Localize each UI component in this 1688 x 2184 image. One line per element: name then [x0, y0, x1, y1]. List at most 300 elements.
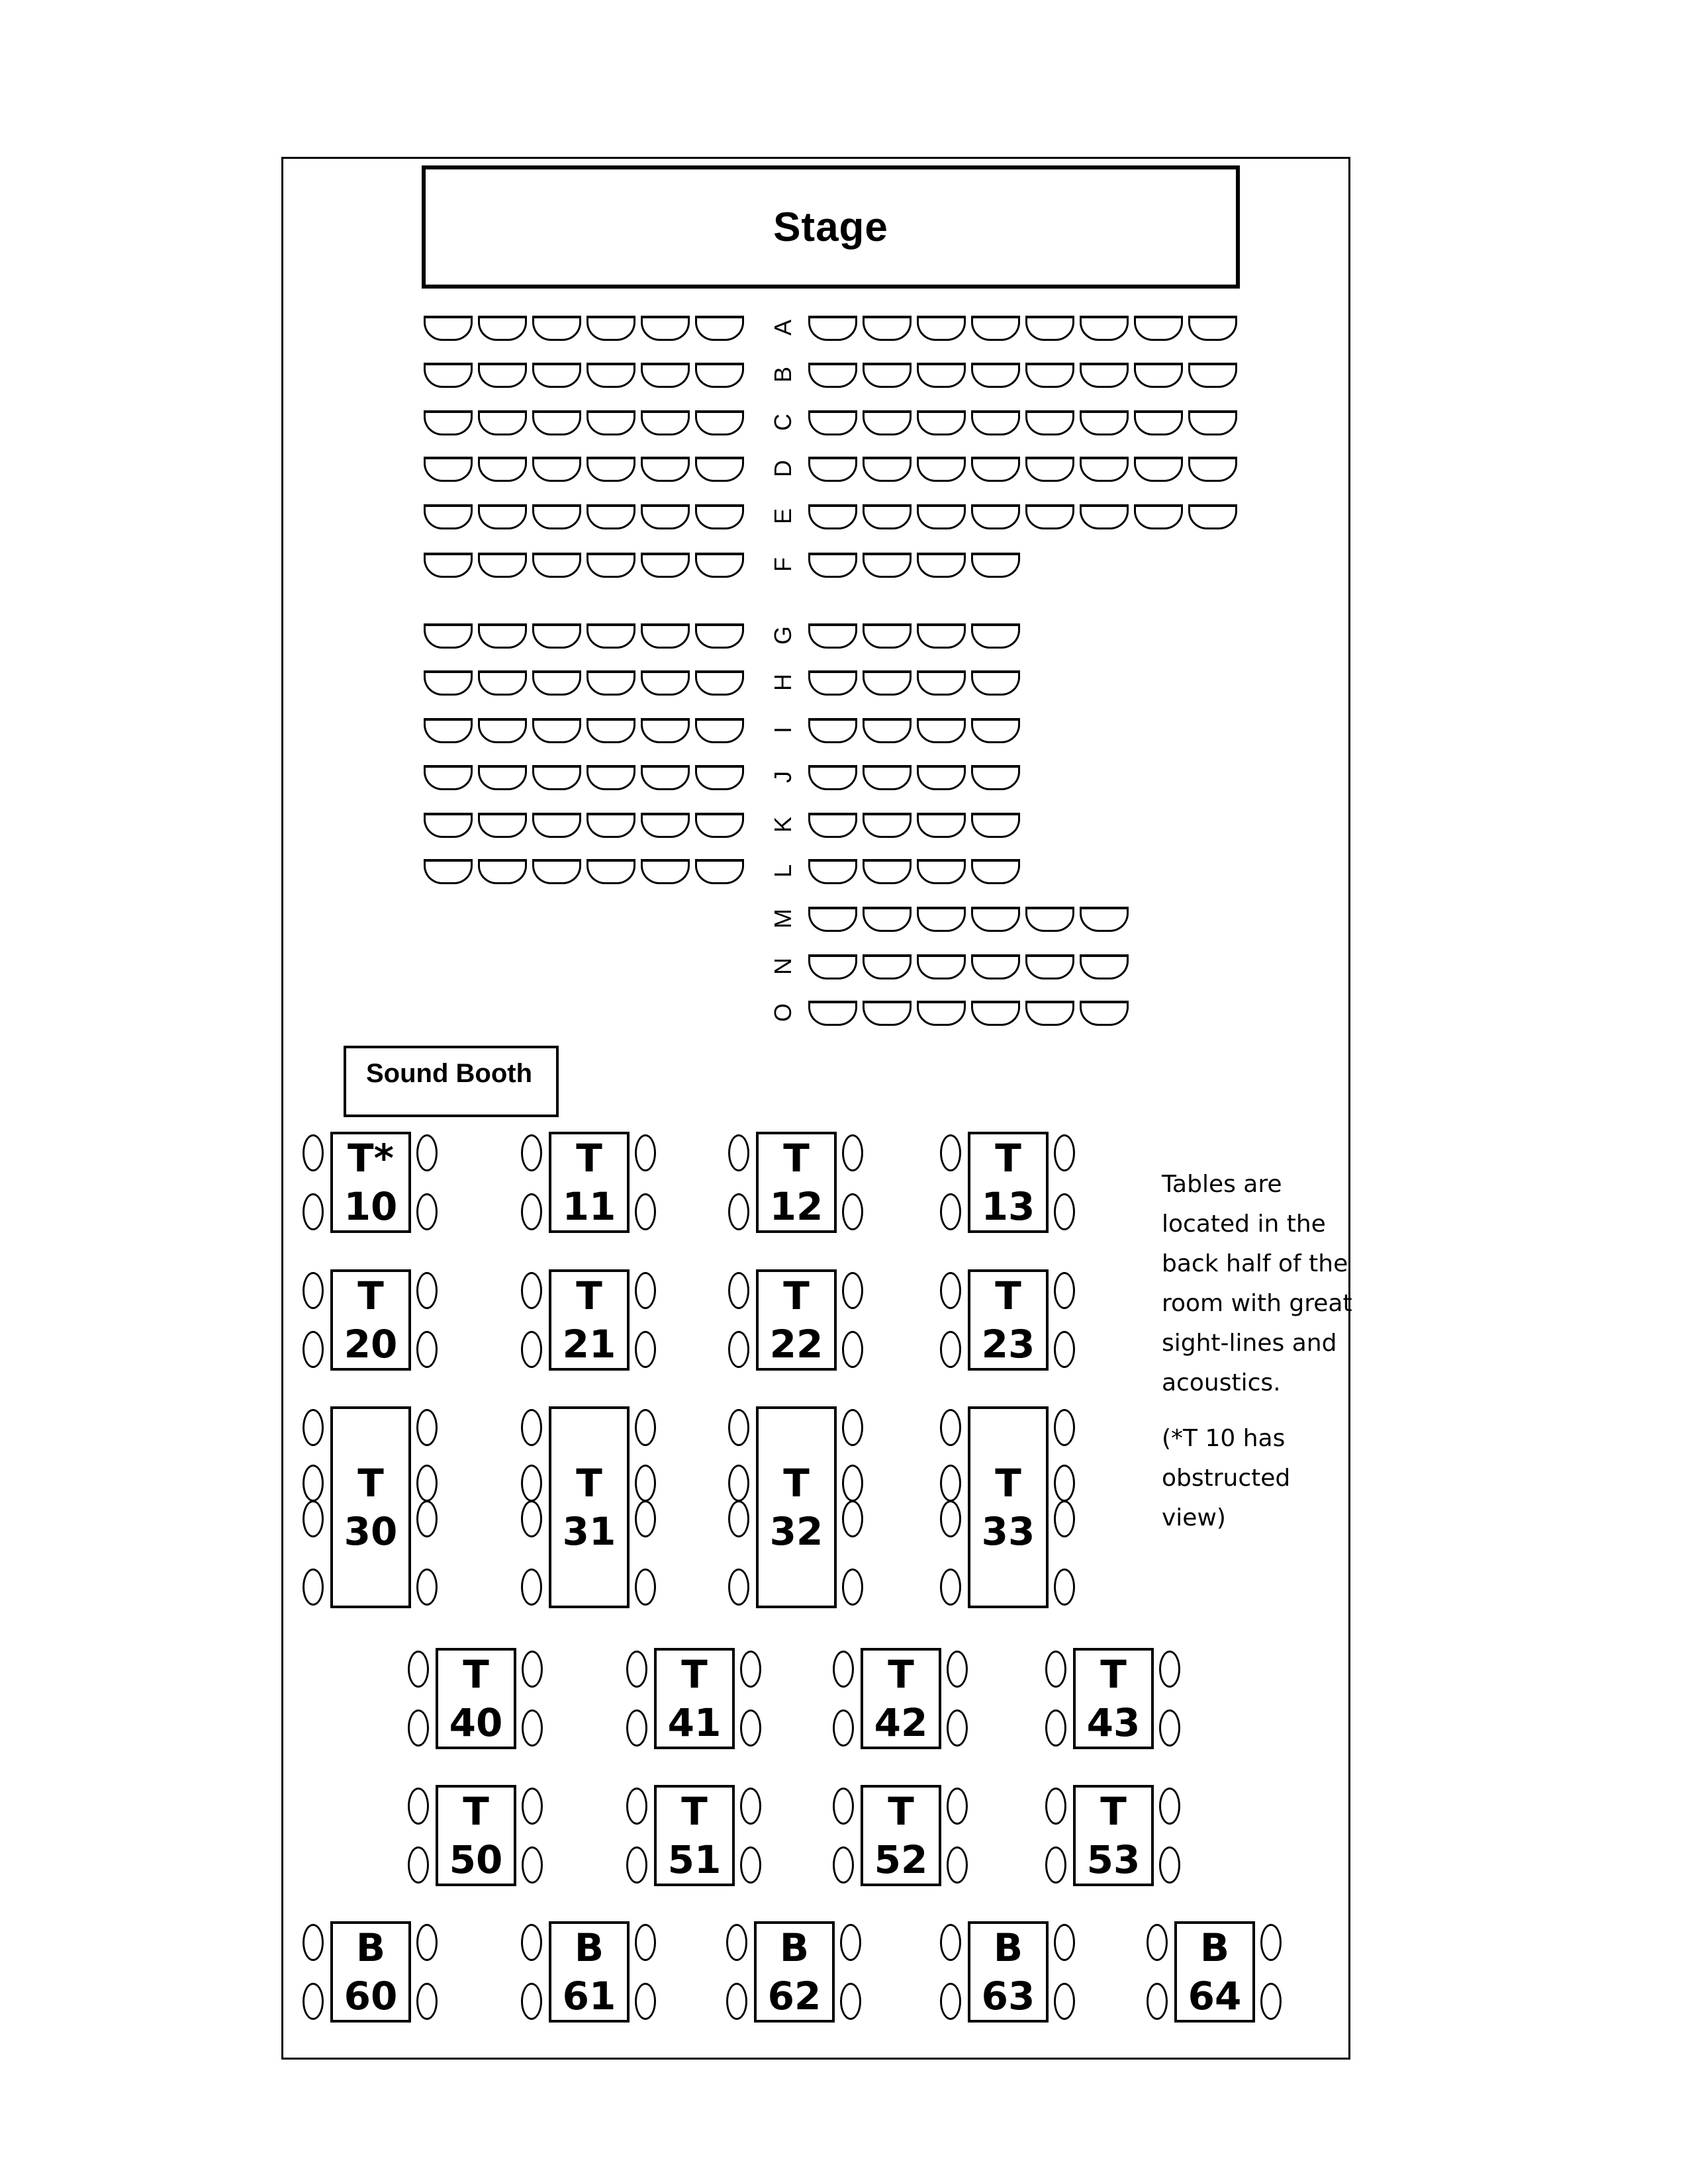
seat: [641, 410, 690, 435]
seat: [532, 765, 581, 790]
table: [330, 1406, 411, 1608]
seat: [971, 316, 1020, 341]
seat: [532, 504, 581, 529]
seat: [478, 765, 527, 790]
row-label: N: [769, 958, 796, 975]
table: [1174, 1921, 1255, 2023]
seat: [917, 316, 966, 341]
chair: [726, 1924, 747, 1961]
row-label: C: [769, 414, 796, 431]
seat: [641, 457, 690, 482]
seat: [478, 718, 527, 743]
seat: [808, 859, 857, 884]
table-number: 12: [769, 1183, 823, 1229]
chair: [940, 1569, 961, 1606]
table: [756, 1132, 837, 1233]
seat: [1080, 1001, 1129, 1026]
chair: [416, 1193, 438, 1230]
chair: [521, 1409, 542, 1446]
seat: [917, 859, 966, 884]
seat: [808, 316, 857, 341]
seat: [1025, 410, 1074, 435]
row-label: D: [769, 460, 796, 477]
seat: [478, 670, 527, 696]
seat: [808, 1001, 857, 1026]
table-number: 21: [562, 1321, 616, 1367]
seat: [1188, 410, 1237, 435]
chair: [635, 1465, 656, 1502]
seat: [971, 363, 1020, 388]
chair: [635, 1500, 656, 1537]
sound-booth: [344, 1046, 559, 1117]
row-label: B: [769, 367, 796, 383]
seat: [695, 859, 744, 884]
seat: [424, 504, 473, 529]
seat: [1080, 954, 1129, 979]
chair: [1159, 1846, 1180, 1884]
table-prefix: B: [355, 1925, 386, 1970]
seating-note: [1162, 1165, 1354, 1538]
chair: [1054, 1409, 1075, 1446]
chair: [303, 1331, 324, 1368]
seat: [917, 457, 966, 482]
chair: [303, 1193, 324, 1230]
row-label: K: [769, 817, 796, 833]
chair: [408, 1709, 429, 1747]
table: [968, 1406, 1049, 1608]
chair: [522, 1788, 543, 1825]
seat: [478, 623, 527, 649]
seat: [424, 623, 473, 649]
seat: [478, 457, 527, 482]
seat: [695, 670, 744, 696]
seat: [863, 504, 912, 529]
table: [549, 1406, 630, 1608]
table-number: 11: [562, 1183, 616, 1229]
table-prefix: T: [576, 1461, 602, 1506]
seat: [641, 316, 690, 341]
chair: [940, 1500, 961, 1537]
chair: [303, 1465, 324, 1502]
seat: [808, 765, 857, 790]
seat: [641, 859, 690, 884]
seat: [641, 363, 690, 388]
seat: [641, 553, 690, 578]
chair: [303, 1924, 324, 1961]
chair: [1054, 1983, 1075, 2020]
seat: [424, 765, 473, 790]
stage: [422, 165, 1240, 289]
seat: [808, 813, 857, 838]
chair: [947, 1709, 968, 1747]
table-prefix: T: [995, 1461, 1021, 1506]
table-prefix: T: [783, 1273, 810, 1318]
table-number: 22: [769, 1321, 823, 1367]
seat: [863, 859, 912, 884]
table: [756, 1406, 837, 1608]
chair: [303, 1500, 324, 1537]
chair: [940, 1193, 961, 1230]
chair: [521, 1134, 542, 1171]
seat: [863, 553, 912, 578]
chair: [1147, 1924, 1168, 1961]
seat: [917, 363, 966, 388]
seat: [971, 1001, 1020, 1026]
seat: [695, 813, 744, 838]
seat: [424, 410, 473, 435]
chair: [626, 1846, 647, 1884]
seat: [424, 670, 473, 696]
seat: [641, 623, 690, 649]
chair: [1260, 1983, 1282, 2020]
seat: [424, 363, 473, 388]
seat: [641, 504, 690, 529]
chair: [521, 1465, 542, 1502]
seat: [532, 363, 581, 388]
seat: [1025, 363, 1074, 388]
chair: [842, 1331, 863, 1368]
chair: [842, 1500, 863, 1537]
table-prefix: T: [888, 1652, 914, 1697]
seat: [917, 718, 966, 743]
seat: [532, 553, 581, 578]
chair: [303, 1272, 324, 1309]
chair: [635, 1331, 656, 1368]
seat: [863, 623, 912, 649]
table-number: 40: [449, 1700, 503, 1745]
seat: [808, 907, 857, 932]
chair: [740, 1651, 761, 1688]
table-number: 64: [1188, 1973, 1242, 2019]
chair: [940, 1272, 961, 1309]
table-prefix: T: [888, 1789, 914, 1834]
chair: [740, 1709, 761, 1747]
table-number: 50: [449, 1837, 503, 1882]
table-number: 30: [344, 1508, 398, 1554]
table: [654, 1785, 735, 1886]
chair: [521, 1500, 542, 1537]
chair: [728, 1569, 749, 1606]
chair: [522, 1846, 543, 1884]
chair: [521, 1569, 542, 1606]
table: [1073, 1785, 1154, 1886]
table-number: 41: [667, 1700, 722, 1745]
table-number: 61: [562, 1973, 616, 2019]
seat: [1080, 907, 1129, 932]
table: [549, 1132, 630, 1233]
chair: [940, 1983, 961, 2020]
seat: [695, 504, 744, 529]
seat: [1134, 363, 1183, 388]
chair: [947, 1788, 968, 1825]
chair: [635, 1193, 656, 1230]
chair: [842, 1193, 863, 1230]
seat: [586, 670, 635, 696]
chair: [635, 1924, 656, 1961]
chair: [635, 1272, 656, 1309]
chair: [416, 1924, 438, 1961]
seat: [695, 457, 744, 482]
seat: [863, 813, 912, 838]
seat: [641, 765, 690, 790]
chair: [728, 1193, 749, 1230]
seat: [532, 457, 581, 482]
table-number: 43: [1086, 1700, 1141, 1745]
chair: [726, 1983, 747, 2020]
seat: [917, 410, 966, 435]
seat: [586, 813, 635, 838]
seat: [863, 363, 912, 388]
seat: [1134, 316, 1183, 341]
chair: [940, 1409, 961, 1446]
chair: [635, 1134, 656, 1171]
seat: [863, 1001, 912, 1026]
chair: [1054, 1331, 1075, 1368]
seat: [971, 813, 1020, 838]
seat: [478, 410, 527, 435]
chair: [521, 1983, 542, 2020]
chair: [635, 1409, 656, 1446]
row-label: I: [769, 727, 796, 734]
table-prefix: T: [1100, 1789, 1127, 1834]
table-prefix: T: [995, 1136, 1021, 1181]
row-label: O: [769, 1003, 796, 1023]
seat: [863, 316, 912, 341]
table-number: 32: [769, 1508, 823, 1554]
table-prefix: B: [993, 1925, 1023, 1970]
chair: [521, 1924, 542, 1961]
seat: [971, 859, 1020, 884]
seat: [532, 670, 581, 696]
seat: [1080, 457, 1129, 482]
table-number: 31: [562, 1508, 616, 1554]
chair: [1045, 1788, 1066, 1825]
note-text: Tables are located in the back half of the room with great sight-lines and acoustics.: [1162, 1171, 1352, 1396]
table: [330, 1132, 411, 1233]
seat: [695, 765, 744, 790]
chair: [842, 1569, 863, 1606]
seat: [1134, 504, 1183, 529]
seat: [863, 765, 912, 790]
seat: [971, 907, 1020, 932]
table: [968, 1269, 1049, 1371]
seat: [1025, 954, 1074, 979]
seat: [863, 670, 912, 696]
seat: [971, 410, 1020, 435]
seat: [478, 504, 527, 529]
seat: [586, 765, 635, 790]
chair: [1045, 1846, 1066, 1884]
chair: [840, 1924, 861, 1961]
seat: [532, 316, 581, 341]
seat: [586, 623, 635, 649]
row-label: M: [769, 909, 796, 929]
chair: [408, 1651, 429, 1688]
row-label: A: [769, 320, 796, 336]
chair: [833, 1651, 854, 1688]
chair: [728, 1500, 749, 1537]
seat: [478, 316, 527, 341]
table-number: 10: [344, 1183, 398, 1229]
chair: [1045, 1709, 1066, 1747]
chair: [1054, 1465, 1075, 1502]
seat: [808, 363, 857, 388]
chair: [833, 1788, 854, 1825]
chair: [940, 1134, 961, 1171]
row-label: H: [769, 674, 796, 691]
seat: [863, 907, 912, 932]
chair: [740, 1846, 761, 1884]
chair: [940, 1924, 961, 1961]
seat: [695, 410, 744, 435]
chair: [947, 1846, 968, 1884]
seat: [917, 954, 966, 979]
chair: [840, 1983, 861, 2020]
table-prefix: B: [574, 1925, 604, 1970]
table-prefix: T: [681, 1789, 708, 1834]
chair: [522, 1651, 543, 1688]
table-prefix: B: [1199, 1925, 1230, 1970]
row-label: G: [769, 626, 796, 645]
table-number: 33: [981, 1508, 1035, 1554]
chair: [521, 1272, 542, 1309]
seat: [695, 623, 744, 649]
table-number: 51: [667, 1837, 722, 1882]
seat: [1080, 504, 1129, 529]
chair: [740, 1788, 761, 1825]
chair: [833, 1846, 854, 1884]
seat: [917, 504, 966, 529]
chair: [1159, 1651, 1180, 1688]
chair: [940, 1465, 961, 1502]
seat: [586, 504, 635, 529]
chair: [635, 1569, 656, 1606]
chair: [303, 1409, 324, 1446]
chair: [940, 1331, 961, 1368]
seat: [863, 954, 912, 979]
table: [436, 1785, 516, 1886]
table-number: 60: [344, 1973, 398, 2019]
seat: [478, 859, 527, 884]
table-number: 62: [767, 1973, 821, 2019]
seat: [971, 954, 1020, 979]
seat: [641, 670, 690, 696]
table-prefix: T: [576, 1136, 602, 1181]
table-prefix: T: [357, 1461, 384, 1506]
seat: [971, 718, 1020, 743]
table: [861, 1648, 941, 1749]
seat: [695, 316, 744, 341]
stage-label: Stage: [773, 204, 888, 250]
seat: [478, 363, 527, 388]
chair: [1260, 1924, 1282, 1961]
seat: [808, 553, 857, 578]
chair: [728, 1409, 749, 1446]
seat: [1188, 363, 1237, 388]
chair: [303, 1983, 324, 2020]
table-prefix: T: [463, 1789, 489, 1834]
seat: [863, 410, 912, 435]
chair: [522, 1709, 543, 1747]
seat: [532, 859, 581, 884]
seat: [532, 813, 581, 838]
seat: [1025, 504, 1074, 529]
seat: [641, 718, 690, 743]
table: [549, 1269, 630, 1371]
chair: [1159, 1788, 1180, 1825]
chair: [1147, 1983, 1168, 2020]
seat: [532, 410, 581, 435]
chair: [833, 1709, 854, 1747]
table-number: 53: [1086, 1837, 1141, 1882]
table-prefix: T: [357, 1273, 384, 1318]
table: [1073, 1648, 1154, 1749]
table: [330, 1921, 411, 2023]
chair: [1045, 1651, 1066, 1688]
seat: [1025, 457, 1074, 482]
seat: [917, 813, 966, 838]
table-prefix: T: [576, 1273, 602, 1318]
chair: [842, 1134, 863, 1171]
table: [968, 1132, 1049, 1233]
sound-booth-label: Sound Booth: [366, 1059, 533, 1088]
row-label: L: [769, 864, 796, 878]
table-number: 52: [874, 1837, 928, 1882]
chair: [626, 1651, 647, 1688]
seat: [695, 718, 744, 743]
table-number: 42: [874, 1700, 928, 1745]
table: [754, 1921, 835, 2023]
seat: [808, 504, 857, 529]
note-footnote: (*T 10 has obstructed view): [1162, 1425, 1291, 1531]
table-prefix: T: [783, 1461, 810, 1506]
seat: [808, 718, 857, 743]
seat: [424, 718, 473, 743]
seat: [532, 623, 581, 649]
chair: [1054, 1924, 1075, 1961]
seat: [1025, 1001, 1074, 1026]
seat: [917, 907, 966, 932]
seat: [1188, 504, 1237, 529]
seat: [1134, 410, 1183, 435]
chair: [728, 1272, 749, 1309]
chair: [303, 1134, 324, 1171]
seat: [971, 765, 1020, 790]
chair: [416, 1331, 438, 1368]
table: [756, 1269, 837, 1371]
chair: [416, 1569, 438, 1606]
seat: [1080, 316, 1129, 341]
seat: [1080, 410, 1129, 435]
chair: [408, 1846, 429, 1884]
chair: [416, 1465, 438, 1502]
chair: [842, 1409, 863, 1446]
seat: [917, 553, 966, 578]
seat: [424, 316, 473, 341]
chair: [842, 1272, 863, 1309]
chair: [416, 1409, 438, 1446]
seat: [808, 954, 857, 979]
seat: [478, 553, 527, 578]
chair: [303, 1569, 324, 1606]
chair: [1159, 1709, 1180, 1747]
seat: [917, 1001, 966, 1026]
chair: [416, 1134, 438, 1171]
seat: [695, 363, 744, 388]
chair: [408, 1788, 429, 1825]
table-prefix: T: [783, 1136, 810, 1181]
seat: [863, 718, 912, 743]
